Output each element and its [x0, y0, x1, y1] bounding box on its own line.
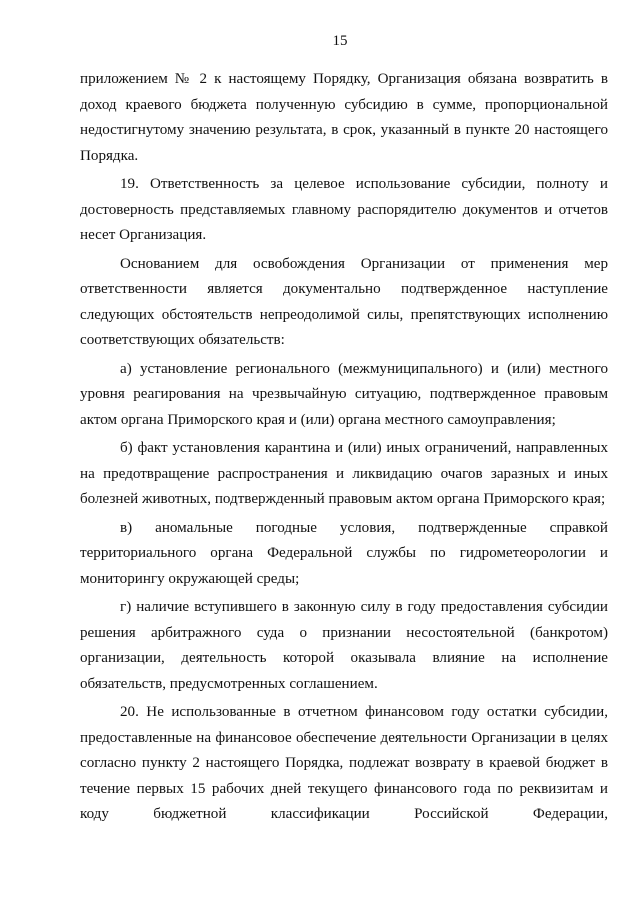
paragraph-item-a: а) установление регионального (межмуниципального) и (или) местного уровня реагирования на чрезвычайную ситуацию, подтвержденное правовым актом органа Приморского края и (или) органа местного самоуправления;: [80, 360, 608, 428]
paragraph-19: 19. Ответственность за целевое использование субсидии, полноту и достоверность представляемых главному распорядителю документов и отчетов несет Организация.: [80, 176, 608, 243]
paragraph-item-g: г) наличие вступившего в законную силу в году предоставления субсидии решения арбитражного суда о признании несостоятельной (банкротом) организации, деятельность которой оказывала влияние на исполнение обязательств, предусмотренных соглашением.: [80, 599, 608, 692]
paragraph-force-majeure-grounds: Основанием для освобождения Организации от применения мер ответственности является документально подтвержденное наступление следующих обстоятельств непреодолимой силы, препятствующих исполнению соответствующих обязательств:: [80, 255, 608, 348]
paragraph-item-b: б) факт установления карантина и (или) иных ограничений, направленных на предотвращение распространения и ликвидацию очагов заразных и иных болезней животных, подтвержденный правовым актом органа Приморского края;: [80, 440, 608, 507]
paragraph-item-v: в) аномальные погодные условия, подтвержденные справкой территориального органа Федеральной службы по гидрометеорологии и мониторингу окружающей среды;: [80, 519, 608, 587]
page-number: 15: [332, 33, 348, 49]
paragraph-20: 20. Не использованные в отчетном финансовом году остатки субсидии, предоставленные на финансовое обеспечение деятельности Организации в целях согласно пункту 2 настоящего Порядка, подлежат возврату в краевой бюджет в течение первых 15 рабочих дней текущего финансового года по реквизитам и коду бюджетной классификации Российской Федерации,: [80, 704, 608, 822]
paragraph-continuation: приложением № 2 к настоящему Порядку, Организация обязана возвратить в доход краевого бюджета полученную субсидию в сумме, пропорциональной недостигнутому значению результата, в срок, указанный в пункте 20 настоящего Порядка.: [80, 71, 608, 164]
document-body: [80, 67, 608, 831]
